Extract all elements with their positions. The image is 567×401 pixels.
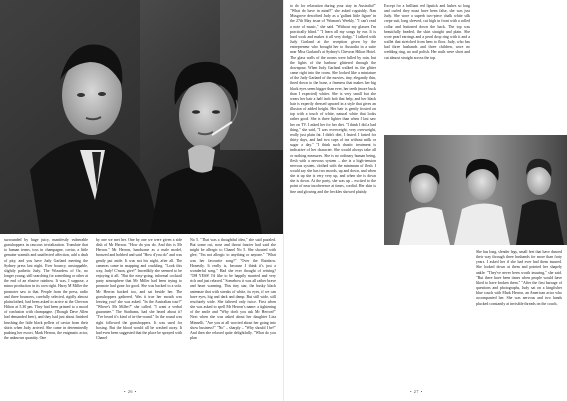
page-number: • 26 • bbox=[124, 389, 137, 394]
bw-photo-women-at-party bbox=[384, 135, 567, 245]
body-text: by one we met her. One by one we were given a side dish of Mr Herron. "How do you do. And this is Mr Herron." Mr Herron, handsome as a male model, bronzed and bobbed and said "How d'you do" and was gently put aside. It was not his night, after all. The cameras came in snapping and crackling. "Look this way, Judy! C'mon, give!" Incredibly she seemed to be enjoying it all. "But the easy-going, informal cocktail party atmosphere that Mr Miller had been trying to promote had gone for good. She was backed to a sofa. Mr Herron backed too, and sat beside her. The grasshoppers gathered. Was it true her mouth was leaving you? she was asked. "In the Australian tour?" "Where's Mr Miller?" she called. "I want a verbal guarantee." The Stadiums, had she heard about it? "I've heard it's kind of in-the-round." In the round was right followed the grasshoppers. It was used for boxing. But the blood would all be washed away. It had even been suggested that the place be sprayed with Chanel bbox=[96, 238, 182, 340]
right-page bbox=[284, 0, 567, 401]
right-page-column-1 bbox=[290, 4, 376, 385]
page-number: • 27 • bbox=[410, 389, 423, 394]
body-text: surrounded by huge juicy, manifestly vulnerable grasshoppers in raucous trivialization. Translate that to human terms, toss in champagne, caviar, a little genuine warmth and unaffected affection, add a dash of pity, and you have Judy Garland meeting the Sydney press last night. Ever bouncy, unstoppable, slightly pathetic Judy. The Wizardess of Oz, no longer young, still searching for something or other at the end of an elusive rainbow. It was, I suppose, a minor production in its own right. Harry M Miller the promoter saw to that. People from the press, radio and three bouncers, carefully selected, rigidly almost plainclothed, had been asked to arrive at the Chevron Hilton at 5.30 pm. They had been primed to a mood of confusion with champagne. (Though Dave Allen had demanded beer), and they had just about finished brushing the little black pellets of caviar from their shirts when Judy arrived. She came in determinedly pushing her escort, Mark Herron, the enigmatic actor, the unknown quantity. One bbox=[4, 238, 88, 340]
body-text: Except for a brilliant red lipstick and lashes so long and curled they must have been false, she was just Judy. She wore a superb two-piece chalk white silk crepe suit, long sleeved, cut high in front with a rolled collar and buttoned down the back. The top was beautifully beaded, the skirt straight and plain. She wore pearl earrings and a pearl drop ring with it and a wallet that stretched from hem to floor. Judy, who has had three husbands and three children, wore no wedding ring, no nail polish. Her nails were short and cut almost straight across the top. bbox=[384, 4, 470, 60]
left-page-column-1 bbox=[4, 238, 88, 384]
bw-photo-man-woman-smoking bbox=[0, 0, 283, 234]
right-page-column-2 bbox=[384, 4, 470, 130]
body-text: She has long, slender legs, small feet that have danced their way through three husbands for more than forty years. I asked her if she had ever had them insured. She looked down at them and pointed her shapely ankle: "They've never been worth insuring," she said. "But there have been times when people would have liked to have broken them." "After the first barrage of questions and photographs, Judy sat on a kingfisher blue couch with Mark Herron, an American actor who accompanied her. She was nervous and two hands plucked constantly at invisible threads on the couch, bbox=[476, 250, 562, 306]
left-page-column-3 bbox=[190, 238, 276, 384]
left-page bbox=[0, 0, 283, 401]
body-text: to do for relaxation during your stay in Australia?" "What do have in mind?" she asked roguishly. Nan Musgrove described Judy as a 'gallant little figure' in the 27th May issue of 'Woman's Weekly.' "I can't read a note of music," she said. "Without my glasses I'm practically blind." "I learn all my songs by ear. It is hard work and makes it all very dodgy." I talked with Judy Garland at the reception given by the entrepreneur who brought her to Australia in a suite near Miss Garland's at Sydney's Chevron Hilton Hotel. The glass walls of the rooms were lulled by rain, but the lights of the harbour glittered through the downpour. When Judy Garland walked in, the glitter came right into the room. She looked like a miniature of the Judy Garland of the movies, tiny, elegantly thin, fined down to the bone, a fineness that makes her big black eyes seem bigger than ever, her teeth (more buck than I expected) whiter. She is very small but she wears her hair a half inch bob that help, and her black hair is expertly dressed upward in a style that gives an illusion of added height. Her hair is gently frosted on top with a touch of white, natural white that looks rather good. She is three lighter than when I last saw her on TV. I asked her for her diet. "I think I did a bad thing," she said, "I was overweight, very overweight, really just plain fat. I didn't diet, I fasted. I fasted for thirty days, and had two cups of tea without milk or sugar a day." "I think such drastic treatment is indicative of her character. She would always take all or nothing measures. She is no ordinary human being, flesh with a nervous system – she is a high-tension nervous system, clothed with the minimum of flesh. I would say she has two moods, up and down, and when she is up she is very very up, and when she is down she is down. At the party, she was up – excited to the point of near incoherence at times, cordial. Her skin is fine and glowing and the freckles showed plainly. bbox=[290, 4, 376, 194]
right-page-column-3 bbox=[476, 250, 562, 385]
body-text: No 5. "That was a thoughtful idea," she said puzzled. But some cut, nose and throat fancier had said she might be allergic to Chanel No 5. She shouted with glee, "I'm not allergic to anything or anyone." "What was her favourite song?" "Over the Rainbow. Honestly. It really is, because I think it's just a wonderful song." Had she ever thought of retiring? "OH YESS! I'd like to be happily married and very rich and just relaxed." Somehow it was all rather brave and heart warming. This tiny star, the husky black antennae that with streaks of white, its eyes, if we can have eyes, big and dark and damp. But still wide, still resolutely wide. She faltered only twice. First when she was asked to spell Mr Herron's name: a tightening of the smile and "Why don't you ask Mr Herron?" Next when she was asked about her daughter Liza Minnelli. "Are you at all worried about her going into show business?" "No" – sharply – "Why should I be?" And then she relaxed quite delightfully. "What do you plan bbox=[190, 238, 276, 340]
left-page-column-2 bbox=[96, 238, 182, 384]
